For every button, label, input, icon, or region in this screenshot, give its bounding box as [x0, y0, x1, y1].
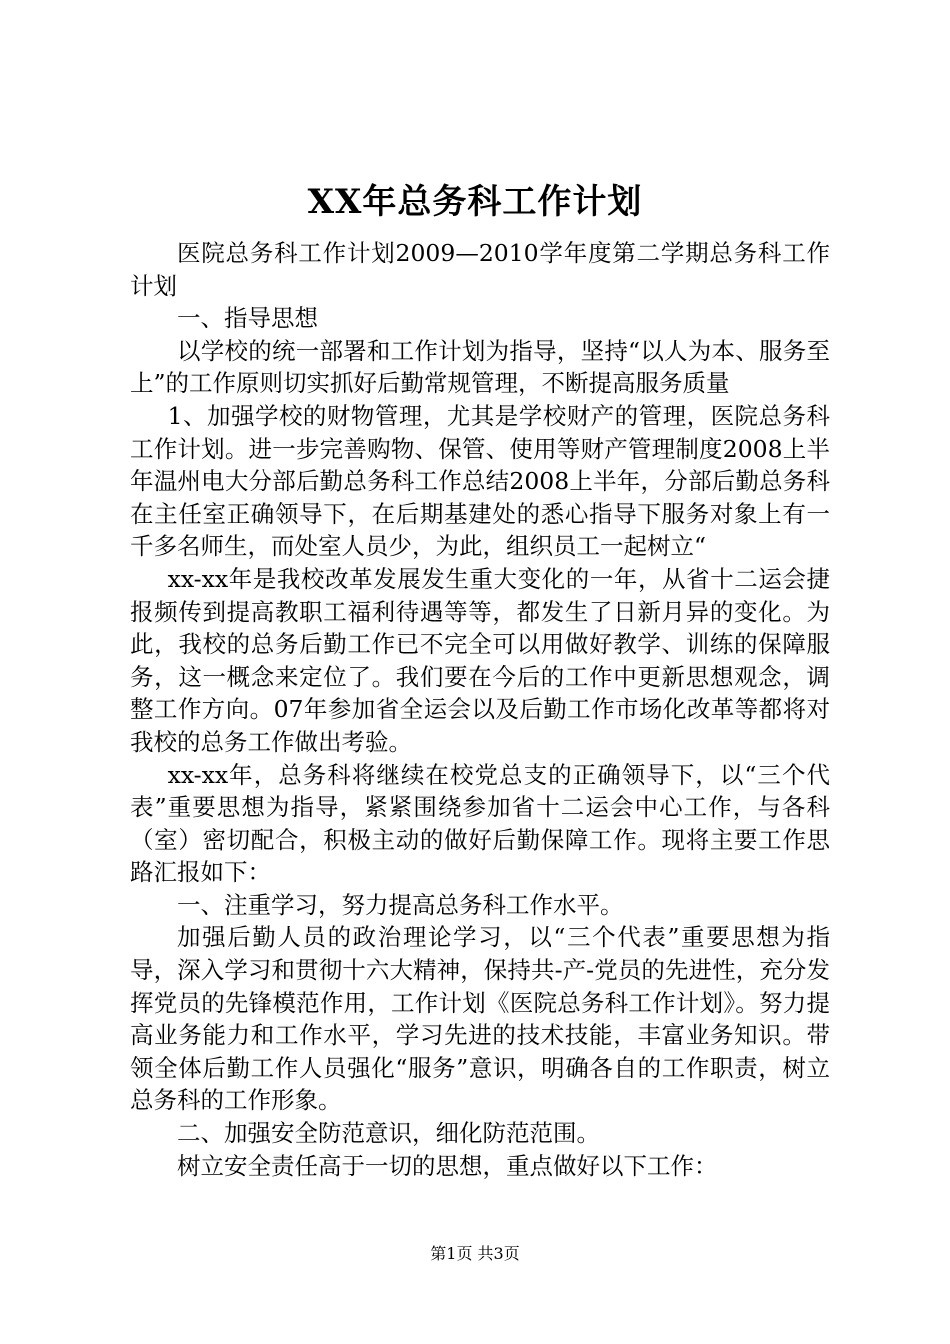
heading-safety: 二、加强安全防范意识，细化防范范围。 — [177, 1119, 600, 1148]
paragraph-work-plan: xx-xx年，总务科将继续在校党总支的正确领导下，以“三个代表”重要思想为指导，紧紧围绕参加省十二运会中心工作，与各科（室）密切配合，积极主动的做好后勤保障工作。现将主要工作思路汇报如下： — [130, 760, 830, 887]
document-title: XX年总务科工作计划 — [307, 182, 643, 222]
paragraph-reform-year: xx-xx年是我校改革发展发生重大变化的一年，从省十二运会捷报频传到提高教职工福利待遇等等，都发生了日新月异的变化。为此，我校的总务后勤工作已不完全可以用做好教学、训练的保障服务，这一概念来定位了。我们要在今后的工作中更新思想观念，调整工作方向。07年参加省全运会以及后勤工作市场化改革等都将对我校的总务工作做出考验。 — [130, 564, 830, 756]
paragraph-property-management: 1、加强学校的财物管理，尤其是学校财产的管理，医院总务科工作计划。进一步完善购物、保管、使用等财产管理制度2008上半年温州电大分部后勤总务科工作总结2008上半年，分部后勤总务科在主任室正确领导下，在后期基建处的悉心指导下服务对象上有一千多名师生，而处室人员少，为此，组织员工一起树立“ — [130, 401, 830, 561]
heading-study: 一、注重学习，努力提高总务科工作水平。 — [177, 890, 624, 919]
paragraph-guiding-ideology: 以学校的统一部署和工作计划为指导，坚持“以人为本、服务至上”的工作原则切实抓好后勤常规管理，不断提高服务质量 — [130, 336, 830, 398]
paragraph-intro: 医院总务科工作计划2009—2010学年度第二学期总务科工作计划 — [130, 239, 830, 300]
page-footer: 第1页 共3页 — [430, 1244, 520, 1263]
heading-guiding-ideology: 一、指导思想 — [177, 304, 318, 333]
paragraph-study: 加强后勤人员的政治理论学习，以“三个代表”重要思想为指导，深入学习和贯彻十六大精神，保持共-产-党员的先进性，充分发挥党员的先锋模范作用，工作计划《医院总务科工作计划》。努力提高业务能力和工作水平，学习先进的技术技能，丰富业务知识。带领全体后勤工作人员强化“服务”意识，明确各自的工作职责，树立总务科的工作形象。 — [130, 923, 830, 1115]
document-body — [130, 237, 830, 1182]
paragraph-safety: 树立安全责任高于一切的思想，重点做好以下工作： — [177, 1151, 718, 1180]
